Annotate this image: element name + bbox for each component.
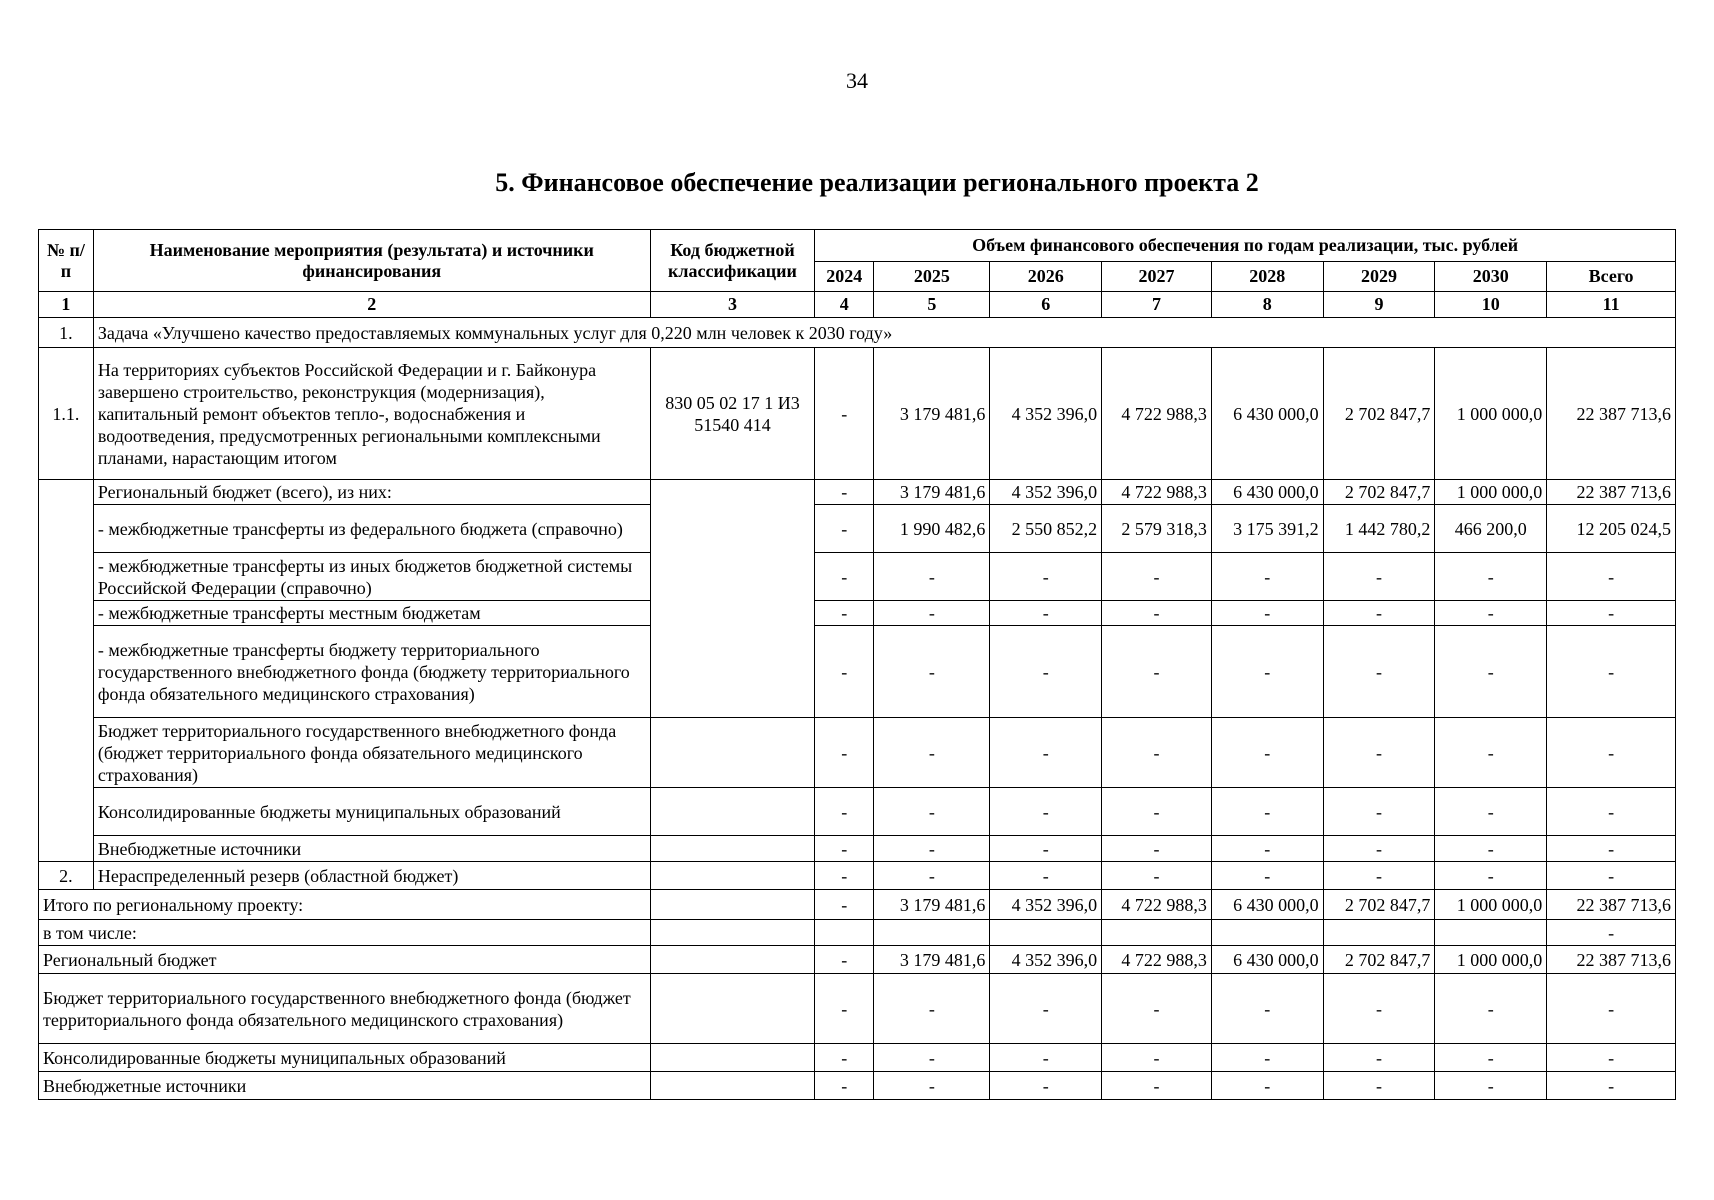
value-cell: - bbox=[1435, 788, 1547, 836]
header-volume: Объем финансового обеспечения по годам реализации, тыс. рублей bbox=[815, 230, 1676, 262]
value-cell: - bbox=[1211, 1072, 1323, 1100]
column-number: 10 bbox=[1435, 292, 1547, 318]
value-cell: - bbox=[990, 718, 1102, 788]
table-row bbox=[39, 1044, 1676, 1072]
row-name: - межбюджетные трансферты из иных бюджетов бюджетной системы Российской Федерации (справочно) bbox=[93, 553, 650, 601]
column-number: 8 bbox=[1211, 292, 1323, 318]
value-cell: - bbox=[1435, 601, 1547, 626]
column-number: 7 bbox=[1102, 292, 1212, 318]
value-cell: - bbox=[1547, 626, 1676, 718]
value-cell: - bbox=[1547, 862, 1676, 890]
including-label: в том числе: bbox=[39, 920, 651, 946]
value-cell: 22 387 713,6 bbox=[1547, 480, 1676, 505]
value-cell: - bbox=[1547, 974, 1676, 1044]
row-name: Внебюджетные источники bbox=[39, 1072, 651, 1100]
value-cell: - bbox=[1435, 974, 1547, 1044]
row-number: 1.1. bbox=[39, 348, 94, 480]
task-number: 1. bbox=[39, 318, 94, 348]
table-row bbox=[39, 601, 1676, 626]
value-cell: - bbox=[1102, 553, 1212, 601]
header-year: 2030 bbox=[1435, 262, 1547, 292]
empty-cell bbox=[650, 920, 815, 946]
value-cell: - bbox=[1323, 974, 1435, 1044]
empty-cell bbox=[1323, 920, 1435, 946]
value-cell: 4 722 988,3 bbox=[1102, 890, 1212, 920]
value-cell: - bbox=[1435, 553, 1547, 601]
value-cell: 12 205 024,5 bbox=[1547, 505, 1676, 553]
value-cell: - bbox=[815, 1044, 874, 1072]
column-number: 2 bbox=[93, 292, 650, 318]
header-code: Код бюджетной классификации bbox=[650, 230, 815, 292]
row-name: Региональный бюджет bbox=[39, 946, 651, 974]
value-cell: - bbox=[990, 601, 1102, 626]
value-cell: - bbox=[990, 862, 1102, 890]
header-year: 2026 bbox=[990, 262, 1102, 292]
total-row bbox=[39, 890, 1676, 920]
empty-cell bbox=[815, 920, 874, 946]
value-cell: 1 000 000,0 bbox=[1435, 946, 1547, 974]
value-cell: 4 722 988,3 bbox=[1102, 946, 1212, 974]
value-cell: - bbox=[1323, 718, 1435, 788]
value-cell: - bbox=[1435, 718, 1547, 788]
empty-cell bbox=[650, 1044, 815, 1072]
value-cell: 3 179 481,6 bbox=[874, 480, 990, 505]
value-cell: - bbox=[815, 505, 874, 553]
row-name: Нераспределенный резерв (областной бюджет) bbox=[93, 862, 650, 890]
empty-cell bbox=[39, 480, 94, 862]
header-year: 2025 bbox=[874, 262, 990, 292]
empty-cell bbox=[990, 920, 1102, 946]
table-row bbox=[39, 718, 1676, 788]
value-cell: - bbox=[990, 788, 1102, 836]
value-cell: - bbox=[1547, 1072, 1676, 1100]
table-row bbox=[39, 920, 1676, 946]
value-cell: 2 550 852,2 bbox=[990, 505, 1102, 553]
value-cell: - bbox=[990, 1044, 1102, 1072]
value-cell: - bbox=[1211, 601, 1323, 626]
value-cell: - bbox=[1547, 920, 1676, 946]
value-cell: - bbox=[815, 946, 874, 974]
value-cell: 4 352 396,0 bbox=[990, 348, 1102, 480]
value-cell: 466 200,0 bbox=[1435, 505, 1547, 553]
value-cell: - bbox=[1323, 1072, 1435, 1100]
value-cell: - bbox=[1211, 788, 1323, 836]
value-cell: 22 387 713,6 bbox=[1547, 890, 1676, 920]
row-name: - межбюджетные трансферты местным бюджетам bbox=[93, 601, 650, 626]
value-cell: 2 702 847,7 bbox=[1323, 946, 1435, 974]
value-cell: 2 579 318,3 bbox=[1102, 505, 1212, 553]
value-cell: 3 179 481,6 bbox=[874, 348, 990, 480]
value-cell: - bbox=[1102, 1072, 1212, 1100]
value-cell: - bbox=[874, 1072, 990, 1100]
value-cell: - bbox=[815, 348, 874, 480]
table-row bbox=[39, 974, 1676, 1044]
page-number: 34 bbox=[846, 68, 868, 93]
value-cell: - bbox=[815, 480, 874, 505]
value-cell: - bbox=[1211, 1044, 1323, 1072]
value-cell: 4 352 396,0 bbox=[990, 890, 1102, 920]
empty-cell bbox=[874, 920, 990, 946]
value-cell: - bbox=[1323, 626, 1435, 718]
value-cell: - bbox=[1102, 788, 1212, 836]
value-cell: 4 722 988,3 bbox=[1102, 348, 1212, 480]
empty-cell bbox=[650, 946, 815, 974]
row-name: Консолидированные бюджеты муниципальных образований bbox=[39, 1044, 651, 1072]
header-year: 2028 bbox=[1211, 262, 1323, 292]
table-row bbox=[39, 480, 1676, 505]
column-number: 5 bbox=[874, 292, 990, 318]
value-cell: - bbox=[1102, 601, 1212, 626]
financing-table bbox=[38, 229, 1676, 1100]
value-cell: - bbox=[874, 788, 990, 836]
value-cell: - bbox=[874, 862, 990, 890]
total-label: Итого по региональному проекту: bbox=[39, 890, 651, 920]
value-cell: - bbox=[815, 718, 874, 788]
column-number: 4 bbox=[815, 292, 874, 318]
value-cell: 4 722 988,3 bbox=[1102, 480, 1212, 505]
value-cell: - bbox=[1211, 974, 1323, 1044]
table-row bbox=[39, 348, 1676, 480]
empty-cell bbox=[650, 718, 815, 788]
value-cell: 22 387 713,6 bbox=[1547, 946, 1676, 974]
value-cell: - bbox=[1211, 862, 1323, 890]
value-cell: 6 430 000,0 bbox=[1211, 480, 1323, 505]
row-name: - межбюджетные трансферты из федерального бюджета (справочно) bbox=[93, 505, 650, 553]
task-text: Задача «Улучшено качество предоставляемых коммунальных услуг для 0,220 млн человек к 2030 году» bbox=[93, 318, 1675, 348]
empty-cell bbox=[650, 836, 815, 862]
value-cell: - bbox=[1435, 1072, 1547, 1100]
value-cell: - bbox=[1102, 626, 1212, 718]
value-cell: - bbox=[815, 788, 874, 836]
empty-cell bbox=[650, 1072, 815, 1100]
value-cell: - bbox=[1102, 974, 1212, 1044]
value-cell: - bbox=[874, 974, 990, 1044]
value-cell: - bbox=[874, 601, 990, 626]
value-cell: - bbox=[874, 1044, 990, 1072]
value-cell: - bbox=[874, 836, 990, 862]
value-cell: - bbox=[1547, 718, 1676, 788]
value-cell: - bbox=[1547, 601, 1676, 626]
table-row bbox=[39, 1072, 1676, 1100]
value-cell: - bbox=[1102, 1044, 1212, 1072]
table-row bbox=[39, 836, 1676, 862]
document-title: 5. Финансовое обеспечение реализации регионального проекта 2 bbox=[495, 168, 1259, 197]
value-cell: - bbox=[1211, 836, 1323, 862]
row-name: - межбюджетные трансферты бюджету территориального государственного внебюджетного фонда (бюджету территориального фонда обязательного медицинского страхования) bbox=[93, 626, 650, 718]
table-row bbox=[39, 946, 1676, 974]
value-cell: - bbox=[1211, 718, 1323, 788]
value-cell: 1 990 482,6 bbox=[874, 505, 990, 553]
value-cell: - bbox=[815, 862, 874, 890]
task-row bbox=[39, 318, 1676, 348]
value-cell: - bbox=[1547, 836, 1676, 862]
header-total: Всего bbox=[1547, 262, 1676, 292]
value-cell: - bbox=[990, 553, 1102, 601]
value-cell: - bbox=[874, 553, 990, 601]
empty-cell bbox=[650, 788, 815, 836]
value-cell: - bbox=[1435, 626, 1547, 718]
budget-code: 830 05 02 17 1 И3 51540 414 bbox=[650, 348, 815, 480]
value-cell: - bbox=[1323, 1044, 1435, 1072]
empty-cell bbox=[650, 974, 815, 1044]
value-cell: 4 352 396,0 bbox=[990, 946, 1102, 974]
empty-cell bbox=[1102, 920, 1212, 946]
value-cell: - bbox=[1323, 862, 1435, 890]
header-year: 2029 bbox=[1323, 262, 1435, 292]
row-name: На территориях субъектов Российской Федерации и г. Байконура завершено строительство, реконструкция (модернизация), капитальный ремонт объектов тепло-, водоснабжения и водоотведения, предусмотренных региональными комплексными планами, нарастающим итогом bbox=[93, 348, 650, 480]
value-cell: - bbox=[815, 836, 874, 862]
empty-cell bbox=[650, 480, 815, 718]
value-cell: - bbox=[1323, 836, 1435, 862]
value-cell: - bbox=[815, 1072, 874, 1100]
value-cell: - bbox=[815, 553, 874, 601]
value-cell: - bbox=[1323, 553, 1435, 601]
header-name: Наименование мероприятия (результата) и источники финансирования bbox=[93, 230, 650, 292]
value-cell: - bbox=[1211, 626, 1323, 718]
column-number: 1 bbox=[39, 292, 94, 318]
empty-cell bbox=[650, 862, 815, 890]
table-row bbox=[39, 862, 1676, 890]
column-number: 11 bbox=[1547, 292, 1676, 318]
value-cell: - bbox=[990, 1072, 1102, 1100]
value-cell: - bbox=[1102, 718, 1212, 788]
table-row bbox=[39, 788, 1676, 836]
value-cell: - bbox=[815, 601, 874, 626]
table-row bbox=[39, 626, 1676, 718]
value-cell: - bbox=[1323, 788, 1435, 836]
value-cell: 6 430 000,0 bbox=[1211, 890, 1323, 920]
row-name: Консолидированные бюджеты муниципальных образований bbox=[93, 788, 650, 836]
table-row bbox=[39, 553, 1676, 601]
value-cell: - bbox=[990, 836, 1102, 862]
value-cell: 1 000 000,0 bbox=[1435, 890, 1547, 920]
header-year: 2027 bbox=[1102, 262, 1212, 292]
value-cell: 2 702 847,7 bbox=[1323, 480, 1435, 505]
value-cell: 1 442 780,2 bbox=[1323, 505, 1435, 553]
table-row bbox=[39, 505, 1676, 553]
row-number: 2. bbox=[39, 862, 94, 890]
value-cell: 3 179 481,6 bbox=[874, 890, 990, 920]
row-name: Бюджет территориального государственного внебюджетного фонда (бюджет территориального фонда обязательного медицинского страхования) bbox=[93, 718, 650, 788]
header-no: № п/п bbox=[39, 230, 94, 292]
value-cell: - bbox=[1547, 788, 1676, 836]
row-name: Внебюджетные источники bbox=[93, 836, 650, 862]
value-cell: 3 175 391,2 bbox=[1211, 505, 1323, 553]
value-cell: - bbox=[1211, 553, 1323, 601]
value-cell: - bbox=[1323, 601, 1435, 626]
column-number: 9 bbox=[1323, 292, 1435, 318]
header-year: 2024 bbox=[815, 262, 874, 292]
column-number: 3 bbox=[650, 292, 815, 318]
value-cell: - bbox=[815, 974, 874, 1044]
value-cell: - bbox=[1547, 1044, 1676, 1072]
value-cell: 2 702 847,7 bbox=[1323, 348, 1435, 480]
empty-cell bbox=[1211, 920, 1323, 946]
column-number: 6 bbox=[990, 292, 1102, 318]
value-cell: 3 179 481,6 bbox=[874, 946, 990, 974]
value-cell: - bbox=[1547, 553, 1676, 601]
value-cell: 2 702 847,7 bbox=[1323, 890, 1435, 920]
value-cell: 4 352 396,0 bbox=[990, 480, 1102, 505]
value-cell: - bbox=[1102, 862, 1212, 890]
value-cell: - bbox=[1435, 1044, 1547, 1072]
value-cell: 22 387 713,6 bbox=[1547, 348, 1676, 480]
value-cell: 1 000 000,0 bbox=[1435, 348, 1547, 480]
value-cell: 1 000 000,0 bbox=[1435, 480, 1547, 505]
value-cell: 6 430 000,0 bbox=[1211, 946, 1323, 974]
row-name: Бюджет территориального государственного внебюджетного фонда (бюджет территориального фонда обязательного медицинского страхования) bbox=[39, 974, 651, 1044]
value-cell: - bbox=[874, 626, 990, 718]
value-cell: - bbox=[990, 974, 1102, 1044]
row-name: Региональный бюджет (всего), из них: bbox=[93, 480, 650, 505]
value-cell: - bbox=[1102, 836, 1212, 862]
value-cell: - bbox=[874, 718, 990, 788]
empty-cell bbox=[650, 890, 815, 920]
value-cell: - bbox=[815, 890, 874, 920]
value-cell: - bbox=[990, 626, 1102, 718]
value-cell: - bbox=[1435, 862, 1547, 890]
value-cell: - bbox=[1435, 836, 1547, 862]
value-cell: - bbox=[815, 626, 874, 718]
empty-cell bbox=[1435, 920, 1547, 946]
value-cell: 6 430 000,0 bbox=[1211, 348, 1323, 480]
